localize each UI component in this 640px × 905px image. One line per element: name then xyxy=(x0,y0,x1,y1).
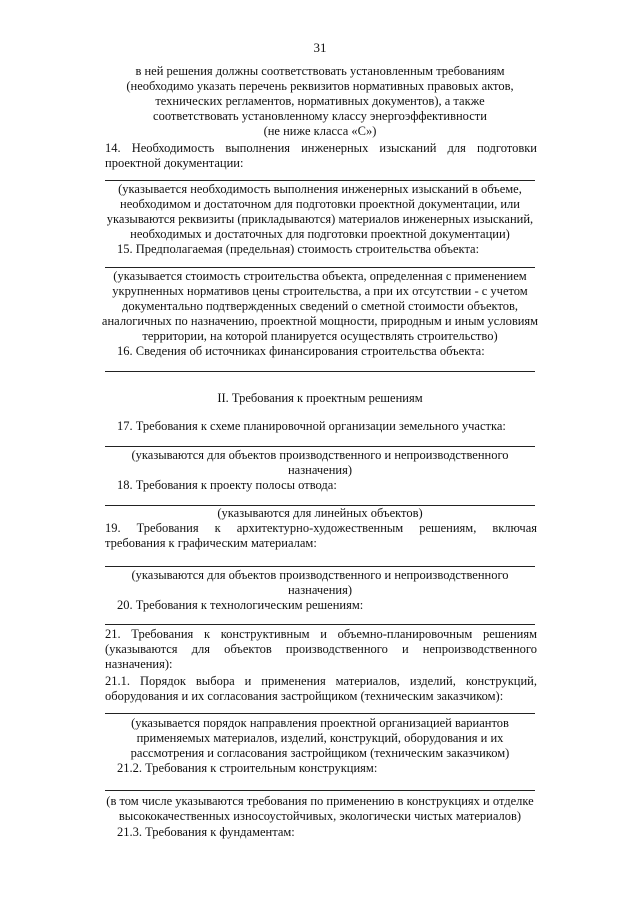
text-line: в ней решения должны соответствовать установленным требованиям xyxy=(135,64,505,78)
item-20-heading: 20. Требования к технологическим решениям: xyxy=(117,598,364,612)
item-15-heading: 15. Предполагаемая (предельная) стоимость строительства объекта: xyxy=(117,242,480,256)
text-line: назначения) xyxy=(287,463,353,477)
fill-in-line xyxy=(105,446,535,447)
text-line: назначения): xyxy=(105,657,173,671)
text-line: (указываются для объектов производственного и непроизводственного xyxy=(105,642,537,656)
fill-in-line xyxy=(105,713,535,714)
text-line: указываются реквизиты (прикладываются) материалов инженерных изысканий, xyxy=(106,212,534,226)
text-line: необходимых и достаточных для подготовки проектной документации) xyxy=(130,227,510,241)
item-16-heading: 16. Сведения об источниках финансирования строительства объекта: xyxy=(117,344,485,358)
item-18-heading: 18. Требования к проекту полосы отвода: xyxy=(117,478,337,492)
page-number: 31 xyxy=(313,40,327,55)
text-line: (не ниже класса «С») xyxy=(263,124,377,138)
item-17-heading: 17. Требования к схеме планировочной организации земельного участка: xyxy=(117,419,506,433)
text-line: (указываются для линейных объектов) xyxy=(217,506,423,520)
text-line: (указываются для объектов производственного и непроизводственного xyxy=(131,448,509,462)
text-line: проектной документации: xyxy=(105,156,244,170)
item-21-3-heading: 21.3. Требования к фундаментам: xyxy=(117,825,295,839)
text-line: (в том числе указываются требования по применению в конструкциях и отделке xyxy=(106,794,534,808)
text-line: (указывается необходимость выполнения инженерных изысканий в объеме, xyxy=(118,182,522,196)
section-heading: II. Требования к проектным решениям xyxy=(217,391,423,405)
text-line: (указываются для объектов производственного и непроизводственного xyxy=(131,568,509,582)
text-line: соответствовать установленному классу энергоэффективности xyxy=(153,109,487,123)
fill-in-line xyxy=(105,180,535,181)
item-21-1-heading: 21.1. Порядок выбора и применения материалов, изделий, конструкций, xyxy=(105,674,537,688)
text-line: территории, на которой планируется осуществлять строительство) xyxy=(142,329,498,343)
text-line: (указывается стоимость строительства объекта, определенная с применением xyxy=(113,269,527,283)
text-line: применяемых материалов, изделий, конструкций, оборудования и их xyxy=(136,731,504,745)
fill-in-line xyxy=(105,267,535,268)
text-line: аналогичных по назначению, проектной мощности, природным и иным условиям xyxy=(101,314,539,328)
text-line: назначения) xyxy=(287,583,353,597)
item-14-heading: 14. Необходимость выполнения инженерных изысканий для подготовки xyxy=(105,141,537,155)
fill-in-line xyxy=(105,371,535,372)
item-21-heading: 21. Требования к конструктивным и объемно-планировочным решениям xyxy=(105,627,537,641)
text-line: (необходимо указать перечень реквизитов нормативных правовых актов, xyxy=(126,79,514,93)
item-21-2-heading: 21.2. Требования к строительным конструкциям: xyxy=(117,761,378,775)
fill-in-line xyxy=(105,624,535,625)
fill-in-line xyxy=(105,566,535,567)
text-line: необходимом и достаточном для подготовки проектной документации, или xyxy=(120,197,520,211)
text-line: высококачественных износоустойчивых, экологически чистых материалов) xyxy=(118,809,522,823)
text-line: оборудования и их согласования застройщиком (техническим заказчиком): xyxy=(105,689,504,703)
text-line: рассмотрения и согласования застройщиком (техническим заказчиком) xyxy=(130,746,510,760)
text-line: технических регламентов, нормативных документов), а также xyxy=(155,94,485,108)
text-line: документально подтвержденных сведений о сметной стоимости объектов, xyxy=(121,299,519,313)
fill-in-line xyxy=(105,790,535,791)
item-19-heading: 19. Требования к архитектурно-художественным решениям, включая xyxy=(105,521,537,535)
text-line: (указывается порядок направления проектной организацией вариантов xyxy=(131,716,509,730)
text-line: укрупненных нормативов цены строительства, а при их отсутствии - с учетом xyxy=(112,284,528,298)
text-line: требования к графическим материалам: xyxy=(105,536,317,550)
